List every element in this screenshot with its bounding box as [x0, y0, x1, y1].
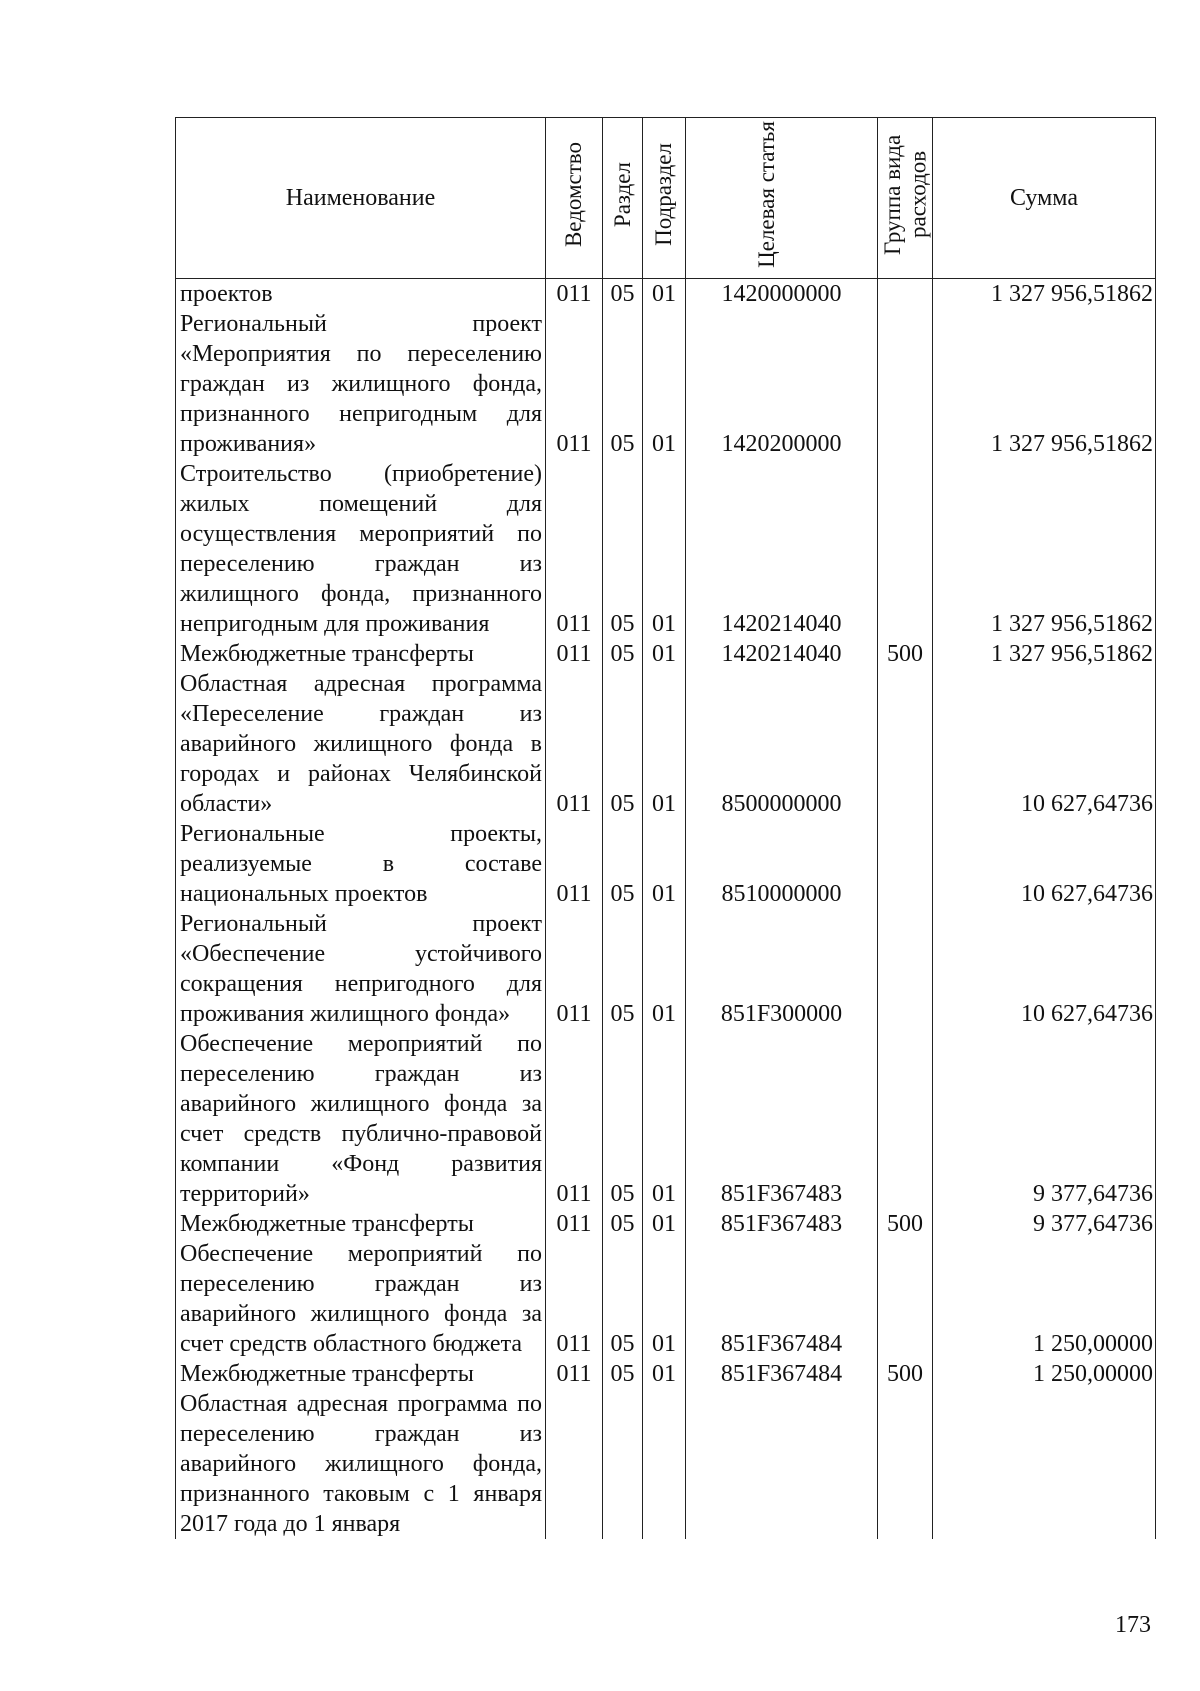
row-razdel-cell: 05: [603, 909, 643, 1029]
row-group-cell: 500: [878, 1359, 933, 1389]
table-row: [176, 669, 1156, 819]
row-article-cell: 1420000000: [686, 279, 878, 310]
table-row: [176, 819, 1156, 909]
row-name-cell: Строительство (приобретение) жилых помещений для осуществления мероприятий по переселению граждан из жилищного фонда, признанного непригодным для проживания: [176, 459, 546, 639]
row-vedomstvo-cell: 011: [546, 459, 603, 639]
row-razdel-cell: 05: [603, 819, 643, 909]
row-vedomstvo-cell: 011: [546, 1239, 603, 1359]
table-row: [176, 1209, 1156, 1239]
header-podrazdel: Подраздел: [643, 118, 686, 279]
table-row: [176, 309, 1156, 459]
table-row: [176, 1359, 1156, 1389]
row-name-cell: Обеспечение мероприятий по переселению граждан из аварийного жилищного фонда за счет средств областного бюджета: [176, 1239, 546, 1359]
row-razdel-cell: 05: [603, 1029, 643, 1209]
row-podrazdel-cell: 01: [643, 1209, 686, 1239]
row-article-cell: 1420200000: [686, 309, 878, 459]
row-name-cell: Региональный проект «Мероприятия по переселению граждан из жилищного фонда, признанного непригодным для проживания»: [176, 309, 546, 459]
row-vedomstvo-cell: 011: [546, 909, 603, 1029]
table-row: [176, 909, 1156, 1029]
header-gruppa-vida-rashodov: Группа вида расходов: [878, 118, 933, 279]
row-article-cell: 1420214040: [686, 639, 878, 669]
row-podrazdel-cell: 01: [643, 909, 686, 1029]
row-group-cell: 500: [878, 1209, 933, 1239]
row-sum-cell: 1 250,00000: [933, 1239, 1156, 1359]
row-vedomstvo-cell: 011: [546, 1209, 603, 1239]
row-vedomstvo-cell: 011: [546, 1029, 603, 1209]
row-razdel-cell: 05: [603, 639, 643, 669]
budget-table-sheet: [175, 117, 1155, 1539]
header-tselevaya-statya: Целевая статья: [686, 118, 878, 279]
row-article-cell: 851F367483: [686, 1029, 878, 1209]
row-vedomstvo-cell: 011: [546, 1359, 603, 1389]
row-podrazdel-cell: 01: [643, 1029, 686, 1209]
header-name: Наименование: [176, 118, 546, 279]
header-vedomstvo: Ведомство: [546, 118, 603, 279]
table-row: [176, 1239, 1156, 1359]
row-name-cell: Областная адресная программа по переселению граждан из аварийного жилищного фонда, признанного таковым с 1 января 2017 года до 1 января: [176, 1389, 546, 1539]
header-razdel: Раздел: [603, 118, 643, 279]
row-article-cell: 851F367484: [686, 1239, 878, 1359]
row-article-cell: 1420214040: [686, 459, 878, 639]
row-podrazdel-cell: 01: [643, 459, 686, 639]
row-vedomstvo-cell: 011: [546, 639, 603, 669]
row-group-cell: [878, 1239, 933, 1359]
row-sum-cell: 10 627,64736: [933, 819, 1156, 909]
row-name-cell: Межбюджетные трансферты: [176, 1359, 546, 1389]
table-row: [176, 459, 1156, 639]
row-name-cell: Обеспечение мероприятий по переселению граждан из аварийного жилищного фонда за счет средств публично-правовой компании «Фонд развития территорий»: [176, 1029, 546, 1209]
row-vedomstvo-cell: 011: [546, 279, 603, 310]
table-row: [176, 279, 1156, 310]
row-razdel-cell: 05: [603, 1239, 643, 1359]
row-podrazdel-cell: 01: [643, 309, 686, 459]
row-razdel-cell: 05: [603, 279, 643, 310]
row-article-cell: 8500000000: [686, 669, 878, 819]
row-group-cell: [878, 819, 933, 909]
row-razdel-cell: 05: [603, 1359, 643, 1389]
page-number: 173: [1115, 1612, 1151, 1638]
row-article-cell: [686, 1389, 878, 1539]
row-podrazdel-cell: 01: [643, 669, 686, 819]
row-vedomstvo-cell: 011: [546, 669, 603, 819]
table-row: [176, 639, 1156, 669]
row-name-cell: проектов: [176, 279, 546, 310]
row-sum-cell: 1 327 956,51862: [933, 459, 1156, 639]
table-row: [176, 1389, 1156, 1539]
row-sum-cell: 10 627,64736: [933, 909, 1156, 1029]
row-podrazdel-cell: [643, 1389, 686, 1539]
row-podrazdel-cell: 01: [643, 819, 686, 909]
row-name-cell: Межбюджетные трансферты: [176, 1209, 546, 1239]
header-summa: Сумма: [933, 118, 1156, 279]
row-vedomstvo-cell: [546, 1389, 603, 1539]
row-sum-cell: 1 327 956,51862: [933, 309, 1156, 459]
row-sum-cell: 9 377,64736: [933, 1029, 1156, 1209]
row-group-cell: [878, 669, 933, 819]
row-group-cell: [878, 1389, 933, 1539]
row-razdel-cell: 05: [603, 459, 643, 639]
row-podrazdel-cell: 01: [643, 1239, 686, 1359]
row-name-cell: Региональные проекты, реализуемые в составе национальных проектов: [176, 819, 546, 909]
row-sum-cell: 1 327 956,51862: [933, 639, 1156, 669]
row-article-cell: 851F300000: [686, 909, 878, 1029]
row-sum-cell: [933, 1389, 1156, 1539]
row-article-cell: 851F367484: [686, 1359, 878, 1389]
row-name-cell: Межбюджетные трансферты: [176, 639, 546, 669]
row-podrazdel-cell: 01: [643, 1359, 686, 1389]
row-group-cell: [878, 909, 933, 1029]
row-sum-cell: 1 327 956,51862: [933, 279, 1156, 310]
row-razdel-cell: 05: [603, 1209, 643, 1239]
row-vedomstvo-cell: 011: [546, 309, 603, 459]
row-group-cell: 500: [878, 639, 933, 669]
row-group-cell: [878, 309, 933, 459]
row-name-cell: Областная адресная программа «Переселение граждан из аварийного жилищного фонда в городах и районах Челябинской области»: [176, 669, 546, 819]
row-razdel-cell: 05: [603, 669, 643, 819]
row-podrazdel-cell: 01: [643, 639, 686, 669]
row-podrazdel-cell: 01: [643, 279, 686, 310]
row-article-cell: 8510000000: [686, 819, 878, 909]
row-sum-cell: 1 250,00000: [933, 1359, 1156, 1389]
row-article-cell: 851F367483: [686, 1209, 878, 1239]
row-group-cell: [878, 1029, 933, 1209]
row-name-cell: Региональный проект «Обеспечение устойчивого сокращения непригодного для проживания жилищного фонда»: [176, 909, 546, 1029]
header-row: [176, 118, 1156, 279]
table-row: [176, 1029, 1156, 1209]
row-razdel-cell: 05: [603, 309, 643, 459]
row-sum-cell: 9 377,64736: [933, 1209, 1156, 1239]
row-sum-cell: 10 627,64736: [933, 669, 1156, 819]
row-group-cell: [878, 459, 933, 639]
row-group-cell: [878, 279, 933, 310]
row-razdel-cell: [603, 1389, 643, 1539]
row-vedomstvo-cell: 011: [546, 819, 603, 909]
budget-table: [175, 117, 1156, 1539]
